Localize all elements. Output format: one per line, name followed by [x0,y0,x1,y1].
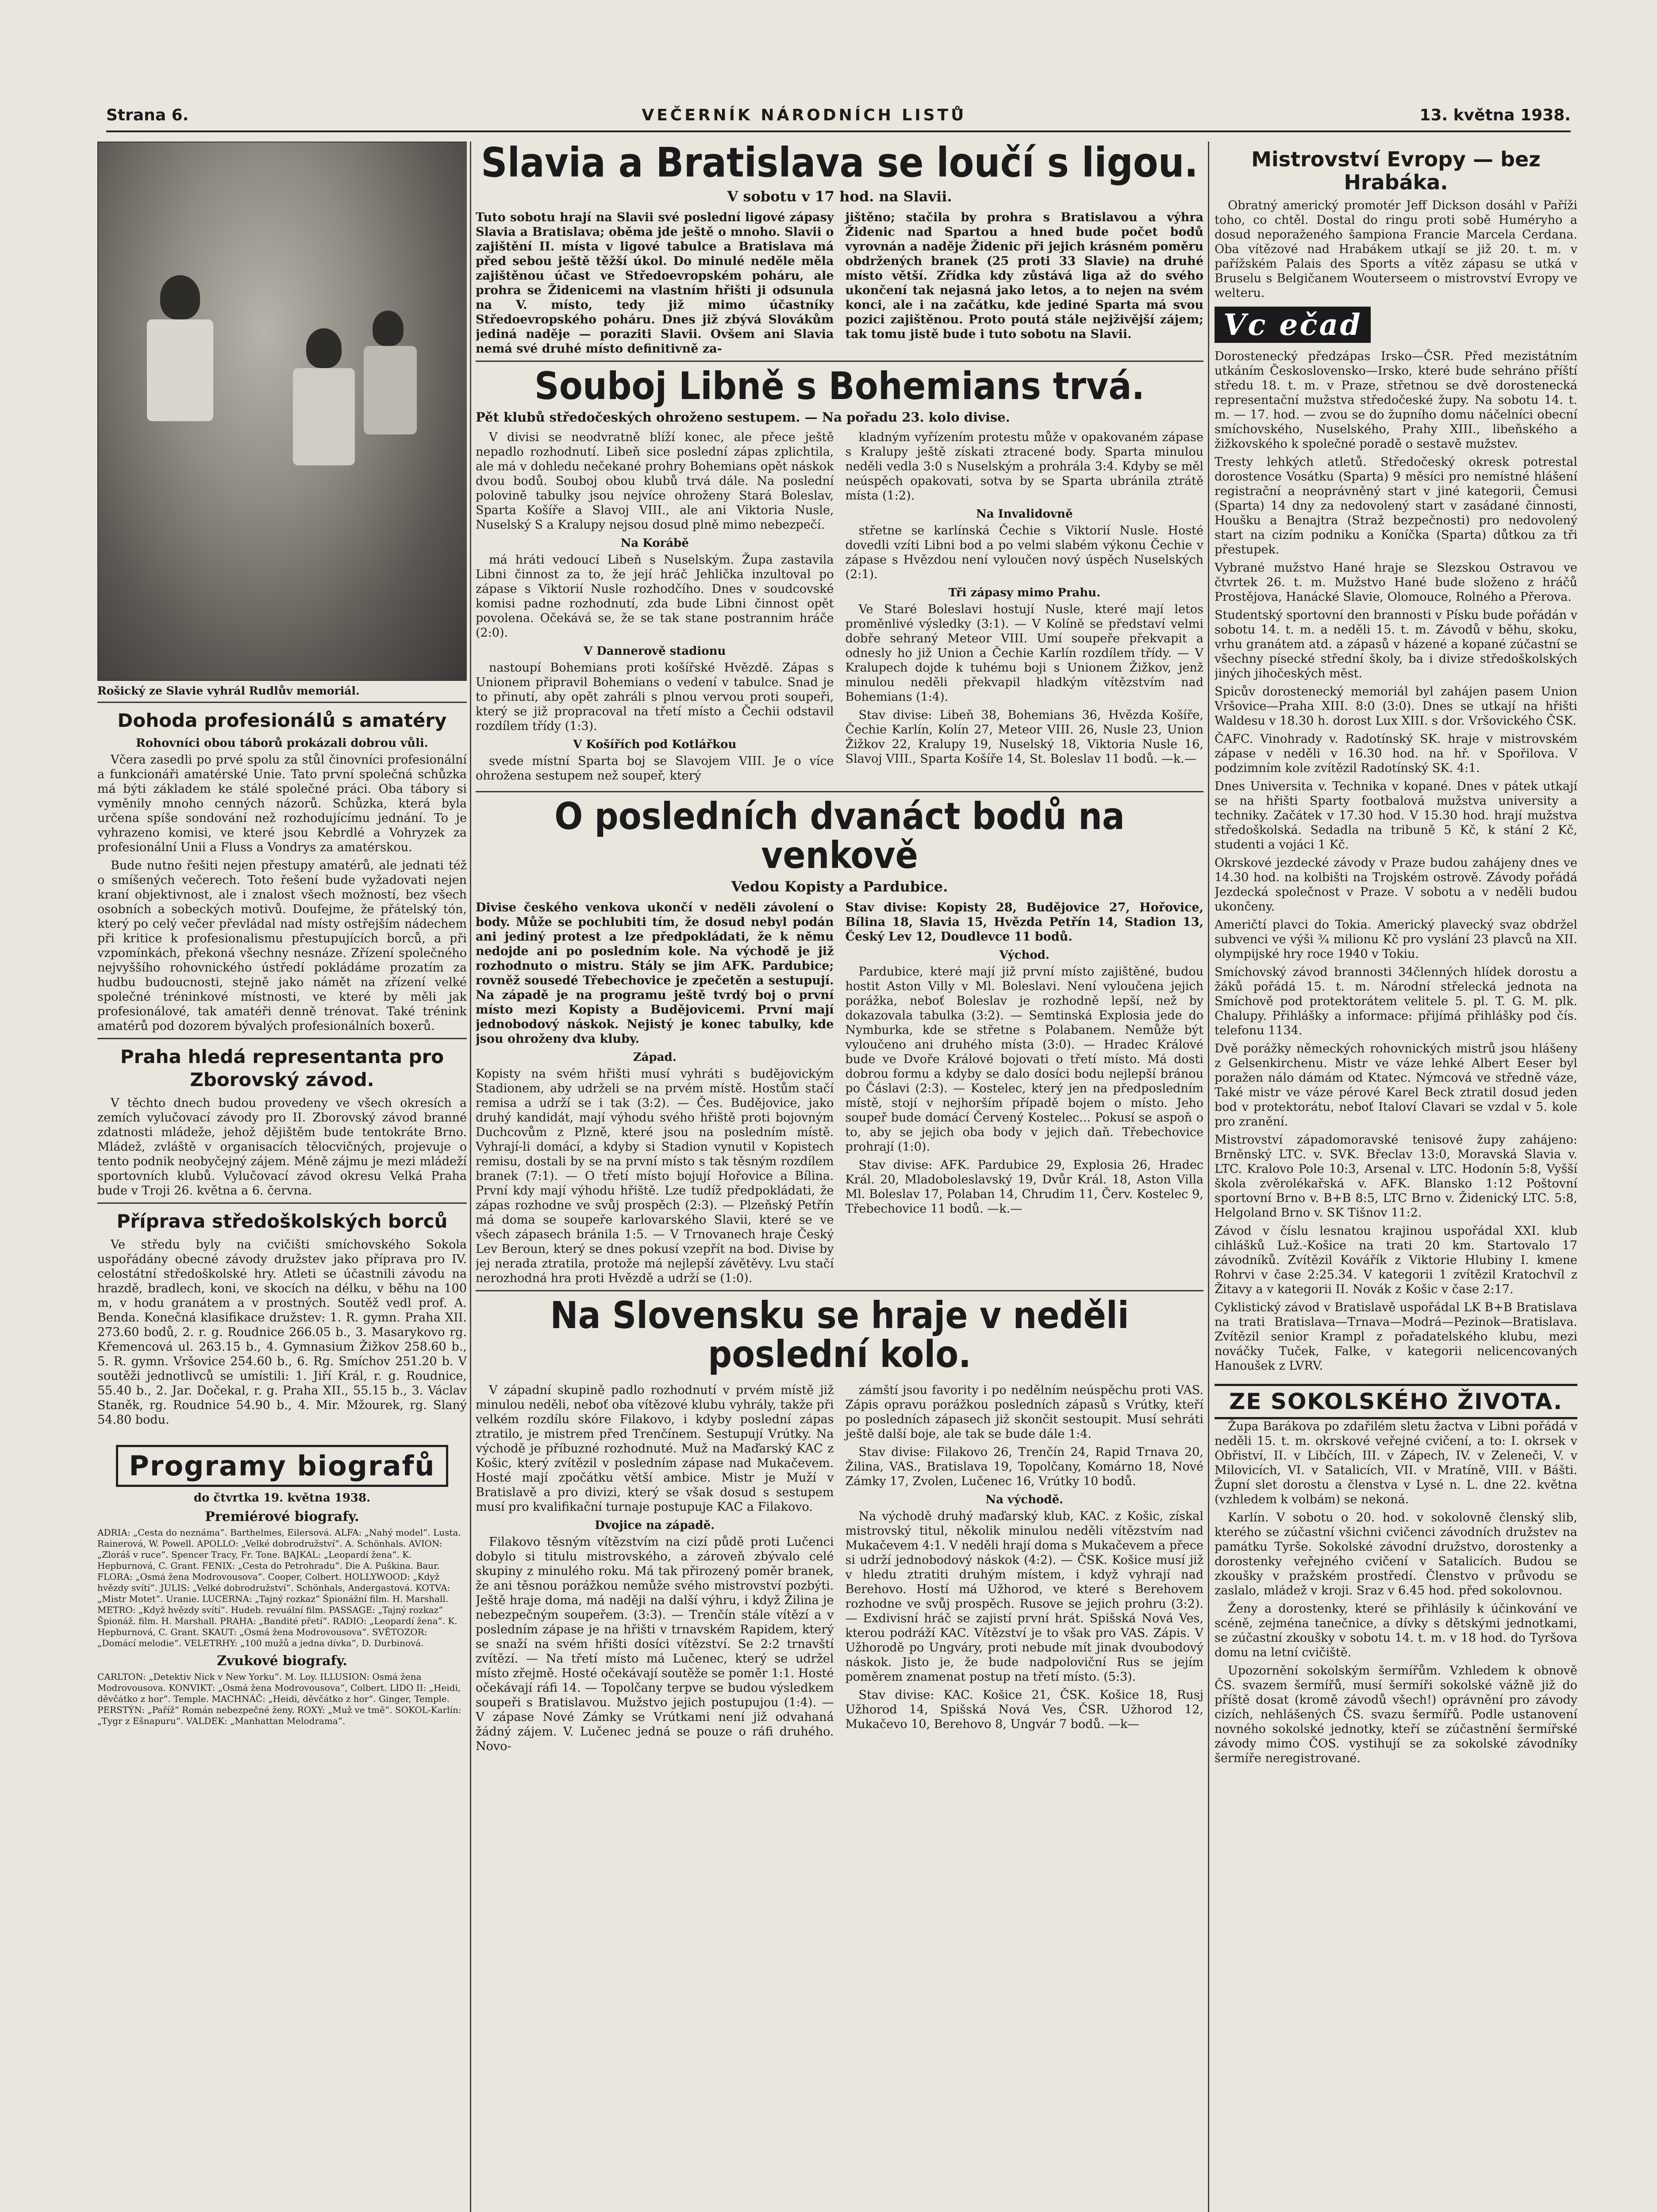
sound-list: CARLTON: „Detektiv Nick v New Yorku“. M. Loy. ILLUSION: Osmá žena Modrovousova. KONVIKT: „Osmá žena Modrovousova“, Colbert. LIDO II: „Heidi, děvčátko z hor“. Temple. MACHNÁČ: „Heidi, děvčátko z hor“. Ginger, Temple. PERSTÝN: „Paříž“ Román nebezpečné ženy. ROXY: „Muž ve tmě“. SOKOL-Karlín: „Tygr z Ešnapuru“. VALDEK: „Manhattan Melodrama“. [97,1671,461,1726]
article-paragraph: střetne se karlínská Čechie s Viktorií Nusle. Hosté dovedli vzíti Libni bod a po velmi slabém výkonu Čechie v zápase s Hvězdou není vyloučen nový úspěch Nuselských (2:1). [845,523,1203,581]
section-logo [1215,307,1577,343]
article-paragraph: Ve středu byly na cvičišti smíchovského Sokola uspořádány obecné závody družstev jako příprava pro IV. celostátní středoškolské hry. Atleti se účastnili závodu na hrazdě, bradlech, koni, ve skocích na délku, v běhu na 100 m, v hodu granátem a v prostných. Soutěž vedl prof. A. Benda. Konečná klasifikace družstev: 1. R. gymn. Praha XII. 273.60 bodů, 2. r. g. Roudnice 266.05 b., 3. Masarykovo rg. Křemencová ul. 263.15 b., 4. Gymnasium Žižkov 258.60 b., 5. R. gymn. Vršovice 254.60 b., 6. Rg. Smíchov 251.20 b. V soutěži jednotlivců se umístili: 1. Jiří Král, r. g. Roudnice, 55.40 b., 2. Jar. Dočekal, r. g. Praha XII., 55.15 b., 3. Václav Staněk, rg. Roudnice 54.90 b., 4. Mir. Mžourek, rg. Slaný 54.80 bodu. [97,1238,467,1427]
column-rule [1208,142,1209,2212]
article-souboj [476,366,1203,787]
divider [97,1038,467,1039]
short-news-list [1215,349,1577,1373]
article-dohoda [97,709,467,1033]
news-item: Závod v číslu lesnatou krajinou uspořádal XXI. klub cihlášků Luž.-Košice na trati 20 km. Startovalo 17 závodníků. Zvítězil Kovářík z Viktorie Hlubiny I. kmene Rohrvi v čase 2:25.34. V kategorii 1 zvítězil Kratochvíl z Žitavy a v kategorii II. Novák z Košic v čase 2:17. [1215,1224,1577,1296]
right-column [1215,142,1577,2212]
section-heading: Východ. [999,949,1050,962]
article-paragraph: zámští jsou favority i po nedělním neúspěchu proti VAS. Zápis opravu porážkou posledních zápasů s Vrútky, kteří po posledních zápasech již skončit sestoupit. Musí sehráti ještě další boje, ale tak se bude dále 1:4. [845,1383,1203,1441]
left-column [97,142,467,2212]
article-slovensko [476,1296,1203,1757]
news-item: Dvě porážky německých rohovnických mistrů jsou hlášeny z Gelsenkirchenu. Mistr ve váze lehké Albert Eeser byl poražen nálo dámám od Ktatec. Nýmcová ve středně váze, Také mistr ve váze pérové Karel Beck ztratil dosud jeden bod v protektorátu, neboť Italoví Clavari se vzdal v 5. kole pro zranění. [1215,1042,1577,1129]
article-title: Praha hledá representanta pro Zborovský závod. [120,1046,444,1091]
runners-photo [97,142,467,681]
news-item: Spicův dorostenecký memoriál byl zahájen pasem Union Vršovice—Praha XIII. 8:0 (3:0). Dnes se utkají na hřišti Waldesu v 18.30 h. dorost Lux XIII. s dor. Vršovického ČSK. [1215,685,1577,728]
news-item: Smíchovský závod brannosti 34členných hlídek dorostu a žáků pořádá 15. t. m. Národní střelecká jednota na Smíchově pod protektorátem velitele 5. pl. T. G. M. plk. Chalupy. Přihlášky a informace: přijímá přihlášky pod čís. telefonu 1134. [1215,965,1577,1037]
section-heading: Dvojice na západě. [595,1518,715,1532]
middle-column [476,142,1203,2212]
article-paragraph: má hráti vedoucí Libeň s Nuselským. Župa zastavila Libni činnost za to, že její hráč Jehlička inzultoval po zápase s Viktorií Nusle rozhodčího. Dnes v soudcovské komisi padne rozhodnutí, zda bude Libni činnost opět povolena. Očekává se, že se tak stane postrannim hráče (2:0). [476,553,834,640]
cinema-title: Programy biografů [116,1445,448,1487]
article-paragraph: jištěno; stačila by prohra s Bratislavou a výhra Židenic nad Spartou a hned bude počet bodů vyrovnán a naděje Židenic při jejich krásném poměru obdržených branek (25 proti 33 Slavie) na druhé místo větší. Zřídka kdy zůstává liga až do svého ukončení tak nejasná jako letos, a to nejen na svém konci, ale i na začátku, kde jediné Sparta má svou pozici zajištěnou. Proto poutá stále nejživější zájem; tak tomu jistě bude i tuto sobotu na Slavii. [845,210,1203,341]
article-paragraph: Stav divise: KAC. Košice 21, ČSK. Košice 18, Rusj Užhorod 14, Spišská Nová Ves, ČSR. Užhorod 12, Mukačevo 10, Berehovo 8, Ungvár 7 bodů. —k— [845,1688,1203,1731]
article-mistrovstvi [1215,148,1577,300]
cinema-date: do čtvrtka 19. května 1938. [193,1491,371,1505]
article-title: Mistrovství Evropy — bez Hrabáka. [1251,147,1541,194]
cinema-programs [97,1445,467,1727]
divider [97,1202,467,1204]
news-item: Cyklistický závod v Bratislavě uspořádal LK B+B Bratislava na trati Bratislava—Trnava—Modrá—Pezinok—Bratislava. Zvítězil senior Krampl z pořadatelského klubu, mezi nováčky Tuček, Falke, v kategorii nelicencovaných Hanoušek z LVRV. [1215,1301,1577,1373]
article-paragraph: Ženy a dorostenky, které se přihlásily k účinkování ve scéně, zejména tanečnice, a dívky s dětskými jednotkami, se zúčastní zkoušky v sobotu 14. t. m. v 18 hod. do Tyršova domu na letní cvičiště. [1215,1602,1577,1659]
article-paragraph: Stav divise: AFK. Pardubice 29, Explosia 26, Hradec Král. 20, Mladoboleslavský 19, Dvůr Král. 18, Aston Villa Ml. Boleslav 17, Polaban 14, Chrudim 11, Červ. Kostelec 9, Třebechovice 11 bodů. —k.— [845,1158,1203,1216]
article-subtitle: Vedou Kopisty a Pardubice. [731,878,948,895]
news-item: Okrskové jezdecké závody v Praze budou zahájeny dnes ve 14.30 hod. na kolbišti na Trojském ostrově. Závody pořádá Jezdecká společnost v Praze. V sobotu a v neděli budou ukončeny. [1215,856,1577,914]
article-headline: Slavia a Bratislava se loučí s ligou. [481,142,1198,186]
sokol-heading: ZE SOKOLSKÉHO ŽIVOTA. [1215,1384,1577,1419]
article-paragraph: Kopisty na svém hřišti musí vyhráti s budějovickým Stadionem, aby udrželi se na prvém místě. Hostům stačí remisa a udrží se i tak (3:2). — Čes. Budějovice, jako druhý kandidát, mají výhodu svého hřiště proti bojovným Duchcovům z Plzně, které jsou na posledním místě. Vyhrají-li domácí, a kdyby si Stadion vynutil v Kopistech remisu, dostali by se na první místo s tak těsným rozdílem branek (7:1). — O třetí místo bojují Hořovice a Bílina. První kdy mají výhodu hřiště. Lze tudíž předpokládati, že zápas rozhodne ve svůj prospěch (2:3). — Plzeňský Petřín má doma se soupeře karlovarského Slavii, které se ve všech zápasech bránila 1:5. — V Trnovanech hraje Český Lev Beroun, který se dnes pokusí vzepřít na bod. Divise by jej nerada ztratila, protože má nejlepší závětěvy. Lvu stačí nerozhodná hra proti Hvězdě a udrží se (1:0). [476,1067,834,1286]
section-heading: Na Invalidovně [976,507,1073,521]
article-paragraph: V divisi se neodvratně blíží konec, ale přece ještě nepadlo rozhodnutí. Libeň sice poslední zápas zplichtila, ale má v dohledu nečekané prohry Bohemians opět náskok dvou bodů. Souboj obou klubů trvá dále. Na poslední polovině tabulky jsou nejvíce ohroženy Stará Boleslav, Sparta Košíře a Slavoj VIII., ale ani Viktoria Nusle, Nuselský S a Kralupy nejsou dosud plně mimo nebezpečí. [476,430,834,532]
article-title: Dohoda profesionálů s amatéry [117,710,447,731]
issue-date: 13. května 1938. [1419,106,1571,124]
article-stredoskolaci [97,1210,467,1427]
divider [476,361,1203,362]
premiere-heading: Premiérové biografy. [205,1509,359,1525]
news-item: Vybrané mužstvo Hané hraje se Slezskou Ostravou ve čtvrtek 26. t. m. Mužstvo Hané bude složeno z hráčů Prostějova, Hanácké Slavie, Olomouce, Rolného a Přerova. [1215,561,1577,604]
news-item: ČAFC. Vinohrady v. Radotínský SK. hraje v mistrovském zápase v neděli v 16.30 hod. na hř. v Spořilova. V podzimním kole zvítězil Radotínský SK. 4:1. [1215,732,1577,775]
news-item: Dorostenecký předzápas Irsko—ČSR. Před mezistátním utkáním Československo—Irsko, které bude sehráno příští středu 18. t. m. v Praze, střetnou se dvě dorostenecká representační mužstva středočeské župy. Na sobotu 14. t. m. — 17. hod. — zvou se do župního domu náčelníci obecní smíchovského, Nuselského, Prahy XIII., libeňského a žižkovského k společné poradě o sestavě mužstev. [1215,349,1577,451]
news-item: Mistrovství západomoravské tenisové župy zahájeno: Brněnský LTC. v. SVK. Břeclav 13:0, Moravská Slavia v. LTC. Kralovo Pole 10:3, Arsenal v. LTC. Hodonín 5:8, Vyšší škola zvěrolékařská v. AFK. Blansko 1:12 Poštovní sportovní Brno v. B+B 8:5, LTC Brno v. Židenický LTC. 5:8, Helgoland Brno v. SK Tišnov 11:2. [1215,1133,1577,1220]
section-heading: V Dannerově stadionu [584,644,726,658]
article-headline: O posledních dvanáct bodů na venkově [554,794,1125,877]
divider [476,1290,1203,1291]
newspaper-title: VEČERNÍK NÁRODNÍCH LISTŮ [642,106,967,124]
article-paragraph: kladným vyřízením protestu může v opakovaném zápase s Kralupy ještě získati ztracené body. Sparta minulou neděli vedla 3:0 s Nuselským a prohrála 3:4. Kdyby se měl neúspěch opakovati, sotva by se Sparta ubránila ztrátě místa (1:2). [845,430,1203,503]
section-heading: Na východě. [985,1493,1064,1506]
article-paragraph: Divise českého venkova ukončí v neděli závolení o body. Může se pochlubiti tím, že dosud nebyl podán ani jediný protest a lze předpokládati, že k němu nedojde ani po posledním kole. Na východě je již rozhodnuto o mistru. Stály se jim AFK. Pardubice; rovněž sousedé Třebechovice je zpečetěn a sestupují. Na západě je na programu ještě tvrdý boj o první místo mezi Kopisty a Budějovicemi. První mají jednobodový náskok. Nejistý je konec tabulky, kde jsou ohroženy dva kluby. [476,901,834,1046]
article-headline: Souboj Libně s Bohemians trvá. [534,364,1145,408]
article-subtitle: Pět klubů středočeských ohroženo sestupem. — Na pořadu 23. kolo divise. [476,409,1010,425]
article-paragraph: Pardubice, které mají již první místo zajištěné, budou hostit Aston Villy v Ml. Boleslavi. Není vyloučena jejich porážka, neboť Boleslav je rozhodně lepší, než by dokazovala tabulka (3:2). — Semtinská Explosia jede do Nymburka, kde se střetne s Polabanem. Nemůže být vyloučeno ani druhého místa (3:0). — Hradec Králové bude ve Dvoře Králové bojovati o třetí místo. Má dosti dobrou formu a kdyby se dalo dosíci bodu nejlepší bránou po Čáslavi (2:3). — Kostelec, který jen na předposledním místě, stojí v nejhorším případě bojem o místo. Jeho soupeř bude domácí Červený Kostelec... Pokusí se aspoň o to, aby se jejich oba body v jejich daň. Třebechovice prohrají (1:0). [845,965,1203,1154]
article-paragraph: V západní skupině padlo rozhodnutí v prvém místě již minulou neděli, neboť oba vítězové klubu vyhrály, takže při velkém rozdílu skóre Filakovo, i kdyby poslední zápas ztratilo, je mistrem před Trenčínem. Sestupují Vrútky. Na východě je příbuzné rozhodnuté. Muž na Maďarský KAC z Košic, který zvítězil v posledním zápase nad Mukačevem. Hosté mají zpočátku větší ambice. Mistr je Muží v Bratislavě a pro divizi, který se však dosud s sestupem musí pro kvalifikační turnaje postupuje KAC a Filakovo. [476,1383,834,1514]
article-paragraph: Obratný americký promotér Jeff Dickson dosáhl v Paříži toho, co chtěl. Dostal do ringu proti sobě Huméryho a dosud neporaženého šampiona Francie Marcela Cerdana. Oba vítězové nad Hrabákem utkají se již 20. t. m. v pařížském Palais des Sports a vítěz zápasu se utká v Bruselu s Belgičanem Wouterseem o mistrovství Evropy ve welteru. [1215,199,1577,300]
news-item: Američtí plavci do Tokia. Americký plavecký svaz obdržel subvenci ve výši ¾ milionu Kč pro vyslání 23 plavců na XII. olympijské hry roce 1940 v Tokiu. [1215,918,1577,961]
news-item: Studentský sportovní den brannosti v Písku bude pořádán v sobotu 14. t. m. a neděli 15. t. m. Závodů v běhu, skoku, vrhu granátem atd. a zápasů v házené a kopané zúčastní se všechny písecké střední školy, ba i divize středoškolských jiných jihočeských měst. [1215,608,1577,680]
page-header [106,100,1571,132]
article-paragraph: Tuto sobotu hrají na Slavii své poslední ligové zápasy Slavia a Bratislava; oběma jde ještě o mnoho. Slavii o zajištění II. místa v ligové tabulce a Bratislava má před sebou ještě těžší úkol. Do minulé neděle měla zajištěnou účast ve Středoevropském poháru, ale prohra se Židenicemi na vlastním hřišti ji odsunula na V. místo, tedy již mimo účastníky Středoevropského poháru. Dnes již zbývá Slovákům jediná naděje — poraziti Slavii. Ovšem ani Slavia nemá své druhé místo definitivně za- [476,210,834,356]
section-heading: Tři zápasy mimo Prahu. [948,586,1101,599]
article-paragraph: Karlín. V sobotu o 20. hod. v sokolovně členský slib, kterého se zúčastní všichni cvičenci závodních družstev na památku Tyrše. Sokolské závodní družstvo, dorostenky a dorostenky veřejného cvičení v Satalicích. Budou se zkoušky v pražském prostředí. Členstvo v průvodu se zaslalo, mládež v kroji. Sraz v 6.45 hod. před sokolovnou. [1215,1511,1577,1598]
article-paragraph: Župa Barákova po zdařilém sletu žactva v Libni pořádá v neděli 15. t. m. okrskové veřejné cvičení, a to: I. okrsek v Obřiství, II. v Libčích, III. v Zápech, IV. v Zeleneči, V. v Milovicích, VI. v Satalicích, VII. v Mratíně, VIII. v Bášti. Župní slet dorostu a členstva v Lysé n. L. dne 22. května (vzhledem k volbám) se nekoná. [1215,1420,1577,1506]
page-number: Strana 6. [106,106,189,124]
news-item: Tresty lehkých atletů. Středočeský okresk potrestal dorostence Vosátku (Sparta) 9 měsíci pro nemístné hlášení registrační a neoprávněný start v jiné kategorii, Čemusi (Sparta) 14 dny za nedovolený start v zasádané činnosti, Houšku a Benajtra (Straž bezpečnosti) pro nedovolený start na cizím podniku a Koníčka (Sparta) důtkou za tři přestupek. [1215,455,1577,557]
logo-text: Vc ečad [1215,307,1371,343]
article-zborov [97,1045,467,1198]
article-venkov [476,794,1203,1286]
article-paragraph: Na východě druhý maďarský klub, KAC. z Košic, získal mistrovský titul, několik minulou neděli vítězstvím nad Mukačevem 4:1. V neděli hrají doma s Mukačevem a přece si udrží jednobodový náskok (4:2). — ČSK. Košice musí již v hledu ztratiti druhým místem, i když vyhrají nad Berehovo. Hostí má Užhorod, ve které s Berehovem rozhodne ve svůj prospěch. Rusove se jejich prohru (3:2). — Exdivisní hráč se zajistí první hrát. Spišská Nová Ves, kterou podráží KAC. Vítězství je to však pro VAS. Zápis. V Užhorodě po Ungváry, proti nebude mít jinak dvoubodový náskok. Jisto je, že bude nadpoloviční Rus se jejím poměrem znamenat postup na třetí místo. (5:3). [845,1509,1203,1684]
section-heading: Na Korábě [620,536,689,550]
divider [97,702,467,703]
article-paragraph: Včera zasedli po prvé spolu za stůl činovníci profesionální a funkcionáři amatérské Unie. Tato první společná schůzka má býti základem ke stálé společné práci. Oba tábory si vyměnily mnoho cenných názorů. Schůzka, která byla určena spíše sondování než rozhodujícímu jednání. To je vyhrazeno komisi, ve které jsou Kebrdlé a Vohryzek za profesionální Unii a Fluss a Vondrys za amatérskou. [97,753,467,854]
article-paragraph: V těchto dnech budou provedeny ve všech okresích a zemích vylučovací závody pro II. Zborovský závod branné zdatnosti mládeže, jehož dějištěm bude tentokráte Brno. Mládež, zvláště v organisacích tělocvičných, projevuje o tento podnik neobyčejný zájem. Méně zájmu je mezi mládeží sportovních klubů. Vylučovací závod okresu Velká Praha bude v Troji 26. května a 6. června. [97,1096,467,1198]
photo-caption: Rošický ze Slavie vyhrál Rudlův memoriál. [97,684,360,697]
article-paragraph: Stav divise: Filakovo 26, Trenčín 24, Rapid Trnava 20, Žilina, VAS., Bratislava 19, Topolčany, Komárno 18, Nové Zámky 17, Zvolen, Lučenec 16, Vrútky 10 bodů. [845,1445,1203,1488]
section-heading: V Košířích pod Kotlářkou [573,737,737,751]
sound-heading: Zvukové biografy. [217,1653,347,1669]
article-subtitle: Rohovníci obou táborů prokázali dobrou vůli. [136,737,428,750]
article-paragraph: Bude nutno řešiti nejen přestupy amatérů, ale jednati též o smíšených večerech. Toto řešení bude vyžadovati nejen kraní objektivnost, ale i znalost všech možností, bez všech osobních a sobeckých motivů. Doufejme, že přátelský tón, který po celý večer převládal nad místy ostřejším nádechem při kritice k profesionalismu přestupujících borců, a při vzpomínkách, překoná všechny nesnáze. Zřízení společného nejvyššího rohovnického ústředí pokládáme prozatím za hudbu budoucnosti, stejně jako námět na zřízení velké společné tréninkové místnosti, ve které by měli jak profesionálové, tak amatéři denně trénovat. Také trénink amatérů pod dozorem bývalých profesionálních boxerů. [97,859,467,1033]
premiere-list: ADRIA: „Cesta do neznáma“. Barthelmes, Eilersová. ALFA: „Nahý model“. Lusta. Rainerová, W. Powell. APOLLO: „Velké dobrodružství“. A. Schönhals. AVION: „Zloráš v ruce“. Spencer Tracy, Fr. Tone. BAJKAL: „Leopardí žena“. K. Hepburnová, C. Grant. FENIX: „Cesta do Petrohradu“. Die A. Puškina. Baur. FLORA: „Osmá žena Modrovousova“. Cooper, Colbert. HOLLYWOOD: „Když hvězdy svítí“. JULIS: „Velké dobrodružství“. Schönhals, Andergastová. KOTVA: „Mistr Motet“. Uranie. LUCERNA: „Tajný rozkaz“ Špionážní film. H. Marshall. METRO: „Když hvězdy svítí“. Hudeb. revuální film. PASSAGE: „Tajný rozkaz“ Špionáž. film. H. Marshall. PRAHA: „Bandité přetí“. RADIO: „Leopardí žena“. K. Hepburnová, C. Grant. SKAUT: „Osmá žena Modrovousova“. SVĚTOZOR: „Domácí melodie“. VELETRHY: „100 mužů a jedna dívka“, D. Durbinová. [97,1527,461,1648]
divider [476,791,1203,792]
article-sokol [1215,1384,1577,1766]
article-paragraph: svede místní Sparta boj se Slavojem VIII. Je o více ohrožena sestupem než soupeř, který [476,754,834,783]
article-paragraph: Ve Staré Boleslavi hostují Nusle, které mají letos proměnlivé výsledky (3:1). — V Kolíně se představí velmi dobře sehraný Meteor VIII. Umí soupeře překvapit a odnesly ho již Union a Čechie Karlín rozdílem třídy. — V Kralupech dojde k tuhému boji s Unionem Žižkov, jenž minulou neděli překvapil hladkým vítězstvím nad Bohemians (1:4). [845,602,1203,704]
article-paragraph: nastoupí Bohemians proti košířské Hvězdě. Zápas s Unionem připravil Bohemians o vedení v tabulce. Snad je to přinutí, aby opět zahráli s plnou vervou proti soupeři, který se již propracoval na třetí místo a Čechii odstavil rozdílem třídy (1:3). [476,661,834,733]
article-headline: Na Slovensku se hraje v neděli poslední kolo. [550,1294,1129,1376]
column-rule [470,142,471,2212]
news-item: Dnes Universita v. Technika v kopané. Dnes v pátek utkají se na hřišti Sparty footbalová mužstva university a techniky. Začátek v 17.30 hod. V 15.30 hod. hrají mužstva středoškolská. Sedadla na tribuně 5 Kč, k stání 2 Kč, studenti a vojáci 1 Kč. [1215,780,1577,852]
article-paragraph: Upozornění sokolským šermířům. Vzhledem k obnově ČS. svazem šermířů, musí šermíři sokolské vážně již do příště dosat (kromě závodů všech!) oprávnění pro závody cizích, nehlášených ČS. svazu šermířů. Podle ustanovení novného sokolské jednotky, kteří se zúčastnění šermířské závody mimo ČOS. vystihují se za sokolské závodníky šermíře neregistrované. [1215,1664,1577,1765]
article-paragraph: Stav divise: Libeň 38, Bohemians 36, Hvězda Košíře, Čechie Karlín, Kolín 27, Meteor VIII. 26, Nusle 23, Union Žižkov 22, Kralupy 19, Nuselský 18, Viktoria Nusle 16, Slavoj VIII., Sparta Košíře 14, St. Boleslav 11 bodů. —k.— [845,708,1203,766]
article-paragraph: Stav divise: Kopisty 28, Budějovice 27, Hořovice, Bílina 18, Slavia 15, Hvězda Petřín 14, Stadion 13, Český Lev 12, Doudlevce 11 bodů. [845,901,1203,944]
article-paragraph: Filakovo těsným vítězstvím na cizí půdě proti Lučenci dobylo si titulu mistrovského, a zároveň zbývalo celé skupiny z minulého roku. Má tak přirozený poměr branek, že ani těsnou porážkou nemůže svého mistrovství pozbýti. Ještě hraje doma, má naději na další výhru, i když Žilina je nebezpečným soupeřem. (3:3). — Trenčín stále vítězí a v posledním zápase je na hřišti v trnavském Rapidem, který se snaží na svém hřišti dosíci vítězství. Se 2:2 trnavští zvítězí. — Na třetí místo má Lučenec, který se udržel místo zřejmě. Hosté očekávají soutěže se poměr 1:1. Hosté očekávají ráfi 14. — Topolčany terpve se budou výsledkem soupeři s Bratislavou. Mužstvo jejich postupujou (1:4). — V zápase Nové Zámky se Vrútkami není již odvahaná žádný zájem. V. Lučenec jedná se pouze o ráfi druhého. Novo- [476,1535,834,1753]
article-subtitle: V sobotu v 17 hod. na Slavii. [727,188,952,205]
article-slavia [476,142,1203,356]
section-heading: Západ. [633,1051,677,1064]
article-title: Příprava středoškolských borců [116,1210,448,1232]
